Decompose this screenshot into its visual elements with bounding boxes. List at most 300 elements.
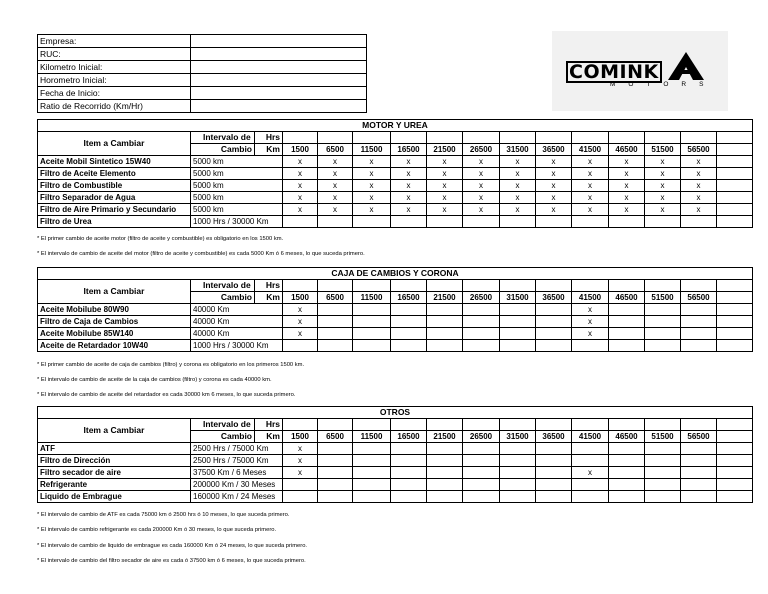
km-milestone-header: 16500: [391, 431, 427, 443]
item-column-header: Item a Cambiar: [38, 132, 191, 156]
empty-header-cell: [427, 419, 463, 431]
change-mark-cell: [283, 216, 318, 228]
change-mark-cell: [500, 328, 536, 340]
change-mark-cell: x: [318, 192, 353, 204]
section-note: * El intervalo de cambio del filtro secador de aire es cada ó 37500 km ó 6 meses, lo que suceda primero.: [37, 558, 306, 564]
header-field-label: Ratio de Recorrido (Km/Hr): [38, 100, 191, 113]
km-milestone-header: 56500: [681, 292, 717, 304]
change-mark-cell: [463, 467, 500, 479]
change-mark-cell: x: [681, 168, 717, 180]
item-row: [38, 467, 753, 479]
change-mark-cell: x: [645, 204, 681, 216]
km-milestone-header: 11500: [353, 431, 391, 443]
km-milestone-header: 41500: [572, 144, 609, 156]
section-note: * El intervalo de cambio de aceite del motor (filtro de aceite y combustible) es cada 5000 Km ó 6 meses, lo que suceda primero.: [37, 251, 365, 257]
change-mark-cell: [609, 316, 645, 328]
change-mark-cell: [427, 216, 463, 228]
change-mark-cell: x: [572, 168, 609, 180]
km-milestone-header: 16500: [391, 292, 427, 304]
change-mark-cell: x: [536, 156, 572, 168]
change-mark-cell: [353, 340, 391, 352]
empty-header-cell: [318, 280, 353, 292]
header-field-label: Kilometro Inicial:: [38, 61, 191, 74]
km-milestone-header: 51500: [645, 144, 681, 156]
change-mark-cell: [681, 316, 717, 328]
empty-cell: [717, 328, 753, 340]
item-name: Filtro de Caja de Cambios: [38, 316, 191, 328]
km-milestone-header: 46500: [609, 144, 645, 156]
empty-header-cell: [463, 280, 500, 292]
change-mark-cell: x: [318, 204, 353, 216]
km-column-header: Km: [255, 431, 283, 443]
change-mark-cell: x: [353, 192, 391, 204]
empty-header-cell: [572, 132, 609, 144]
change-mark-cell: [391, 304, 427, 316]
empty-header-cell: [717, 419, 753, 431]
change-mark-cell: x: [391, 156, 427, 168]
change-mark-cell: x: [353, 204, 391, 216]
change-mark-cell: [645, 304, 681, 316]
change-mark-cell: x: [283, 168, 318, 180]
empty-header-cell: [717, 132, 753, 144]
change-mark-cell: x: [572, 467, 609, 479]
empty-header-cell: [609, 132, 645, 144]
empty-cell: [717, 316, 753, 328]
section-table: [37, 406, 753, 503]
km-milestone-header: 36500: [536, 431, 572, 443]
item-interval: 37500 Km / 6 Meses: [191, 467, 283, 479]
interval-column-header-bottom: Cambio: [191, 144, 255, 156]
item-interval: 40000 Km: [191, 304, 283, 316]
change-mark-cell: [427, 479, 463, 491]
change-mark-cell: x: [283, 192, 318, 204]
header-field-label: Fecha de Inicio:: [38, 87, 191, 100]
change-mark-cell: [681, 443, 717, 455]
logo-triangle-icon: [668, 52, 704, 80]
change-mark-cell: x: [681, 156, 717, 168]
empty-cell: [717, 156, 753, 168]
change-mark-cell: [572, 491, 609, 503]
km-milestone-header: 21500: [427, 292, 463, 304]
empty-header-cell: [572, 419, 609, 431]
empty-cell: [717, 455, 753, 467]
empty-header-cell: [681, 280, 717, 292]
item-row: [38, 491, 753, 503]
item-name: Filtro de Aire Primario y Secundario: [38, 204, 191, 216]
km-milestone-header: 1500: [283, 431, 318, 443]
change-mark-cell: [353, 316, 391, 328]
section-title-row: [38, 120, 753, 132]
km-milestone-header: 26500: [463, 292, 500, 304]
km-milestone-header: 11500: [353, 144, 391, 156]
km-milestone-header: 26500: [463, 431, 500, 443]
empty-header-cell: [353, 280, 391, 292]
item-interval: 5000 km: [191, 180, 283, 192]
change-mark-cell: [427, 443, 463, 455]
change-mark-cell: [500, 455, 536, 467]
change-mark-cell: [391, 479, 427, 491]
item-interval: 200000 Km / 30 Meses: [191, 479, 283, 491]
change-mark-cell: x: [609, 180, 645, 192]
km-milestone-header: 16500: [391, 144, 427, 156]
header-field-value[interactable]: [191, 61, 367, 74]
section-table: [37, 267, 753, 352]
empty-header-cell: [391, 419, 427, 431]
change-mark-cell: x: [536, 204, 572, 216]
change-mark-cell: x: [609, 168, 645, 180]
km-column-header: Km: [255, 292, 283, 304]
change-mark-cell: [645, 443, 681, 455]
header-field-value[interactable]: [191, 48, 367, 61]
change-mark-cell: x: [572, 316, 609, 328]
header-field-value[interactable]: [191, 100, 367, 113]
item-name: Filtro secador de aire: [38, 467, 191, 479]
change-mark-cell: x: [283, 304, 318, 316]
hrs-column-header: Hrs: [255, 419, 283, 431]
change-mark-cell: [536, 491, 572, 503]
header-field-row: [38, 100, 367, 113]
header-field-row: [38, 74, 367, 87]
item-row: [38, 443, 753, 455]
change-mark-cell: [427, 340, 463, 352]
change-mark-cell: x: [463, 156, 500, 168]
change-mark-cell: [681, 216, 717, 228]
empty-header-cell: [717, 292, 753, 304]
change-mark-cell: x: [572, 156, 609, 168]
change-mark-cell: x: [500, 156, 536, 168]
change-mark-cell: [609, 328, 645, 340]
empty-header-cell: [463, 132, 500, 144]
change-mark-cell: [681, 328, 717, 340]
change-mark-cell: x: [318, 168, 353, 180]
change-mark-cell: x: [391, 168, 427, 180]
change-mark-cell: [500, 491, 536, 503]
km-milestone-header: 51500: [645, 431, 681, 443]
change-mark-cell: [500, 479, 536, 491]
change-mark-cell: [645, 316, 681, 328]
item-name: Liquido de Embrague: [38, 491, 191, 503]
item-interval: 1000 Hrs / 30000 Km: [191, 216, 283, 228]
change-mark-cell: [500, 316, 536, 328]
header-field-row: [38, 61, 367, 74]
change-mark-cell: x: [283, 180, 318, 192]
km-milestone-header: 21500: [427, 431, 463, 443]
item-interval: 2500 Hrs / 75000 Km: [191, 443, 283, 455]
km-milestone-header: 56500: [681, 144, 717, 156]
change-mark-cell: [645, 479, 681, 491]
km-milestone-header: 6500: [318, 431, 353, 443]
section-title: CAJA DE CAMBIOS Y CORONA: [38, 268, 753, 280]
change-mark-cell: x: [391, 204, 427, 216]
change-mark-cell: x: [463, 168, 500, 180]
empty-header-cell: [681, 419, 717, 431]
item-interval: 5000 km: [191, 168, 283, 180]
header-field-value[interactable]: [191, 74, 367, 87]
section-note: * El primer cambio de aceite motor (filtro de aceite y combustible) es obligatorio en los 1500 km.: [37, 236, 284, 242]
empty-cell: [717, 479, 753, 491]
item-column-header: Item a Cambiar: [38, 419, 191, 443]
item-name: Refrigerante: [38, 479, 191, 491]
change-mark-cell: [463, 491, 500, 503]
change-mark-cell: [318, 479, 353, 491]
empty-cell: [717, 192, 753, 204]
km-milestone-header: 31500: [500, 292, 536, 304]
item-row: [38, 192, 753, 204]
comink-motors-logo: [552, 31, 728, 111]
change-mark-cell: [318, 455, 353, 467]
logo-subtitle: MOTORS: [610, 81, 717, 88]
item-name: Filtro de Urea: [38, 216, 191, 228]
change-mark-cell: [500, 467, 536, 479]
change-mark-cell: x: [500, 204, 536, 216]
change-mark-cell: [463, 455, 500, 467]
header-field-label: Horometro Inicial:: [38, 74, 191, 87]
change-mark-cell: x: [283, 328, 318, 340]
change-mark-cell: [463, 340, 500, 352]
change-mark-cell: x: [427, 204, 463, 216]
interval-column-header: Intervalo de: [191, 280, 255, 292]
item-name: Filtro de Dirección: [38, 455, 191, 467]
header-field-label: Empresa:: [38, 35, 191, 48]
change-mark-cell: x: [283, 467, 318, 479]
section-title-row: [38, 268, 753, 280]
item-interval: 5000 km: [191, 192, 283, 204]
interval-column-header-bottom: Cambio: [191, 431, 255, 443]
change-mark-cell: x: [283, 443, 318, 455]
km-milestone-header: 51500: [645, 292, 681, 304]
header-field-row: [38, 35, 367, 48]
change-mark-cell: [463, 216, 500, 228]
change-mark-cell: x: [609, 192, 645, 204]
change-mark-cell: [353, 443, 391, 455]
change-mark-cell: [391, 328, 427, 340]
change-mark-cell: x: [500, 192, 536, 204]
km-milestone-header: 6500: [318, 292, 353, 304]
km-milestone-header: 41500: [572, 431, 609, 443]
change-mark-cell: [681, 304, 717, 316]
change-mark-cell: x: [572, 328, 609, 340]
item-row: [38, 479, 753, 491]
empty-cell: [717, 168, 753, 180]
empty-cell: [717, 180, 753, 192]
change-mark-cell: x: [645, 168, 681, 180]
item-column-header: Item a Cambiar: [38, 280, 191, 304]
change-mark-cell: x: [500, 180, 536, 192]
section-table: [37, 119, 753, 228]
km-milestone-header: 41500: [572, 292, 609, 304]
change-mark-cell: x: [427, 180, 463, 192]
change-mark-cell: [681, 467, 717, 479]
item-row: [38, 216, 753, 228]
empty-header-cell: [717, 280, 753, 292]
change-mark-cell: x: [572, 204, 609, 216]
empty-header-cell: [283, 132, 318, 144]
change-mark-cell: x: [353, 180, 391, 192]
km-milestone-header: 26500: [463, 144, 500, 156]
change-mark-cell: [391, 443, 427, 455]
change-mark-cell: [609, 216, 645, 228]
section-note: * El intervalo de cambio de aceite de la caja de cambios (filtro) y corona es cada 40000 km.: [37, 377, 272, 383]
header-field-row: [38, 87, 367, 100]
change-mark-cell: [681, 479, 717, 491]
change-mark-cell: [572, 479, 609, 491]
change-mark-cell: x: [427, 156, 463, 168]
change-mark-cell: [609, 491, 645, 503]
change-mark-cell: x: [283, 156, 318, 168]
section-title: OTROS: [38, 407, 753, 419]
km-milestone-header: 56500: [681, 431, 717, 443]
item-name: Aceite Mobilube 85W140: [38, 328, 191, 340]
column-header-row: [38, 280, 753, 292]
change-mark-cell: [353, 304, 391, 316]
change-mark-cell: [536, 479, 572, 491]
item-row: [38, 168, 753, 180]
change-mark-cell: x: [609, 204, 645, 216]
km-milestone-header: 31500: [500, 144, 536, 156]
section-title-row: [38, 407, 753, 419]
empty-cell: [717, 204, 753, 216]
km-milestone-header: 36500: [536, 144, 572, 156]
empty-header-cell: [536, 419, 572, 431]
change-mark-cell: [645, 467, 681, 479]
empty-header-cell: [717, 144, 753, 156]
change-mark-cell: [391, 491, 427, 503]
item-interval: 160000 Km / 24 Meses: [191, 491, 283, 503]
change-mark-cell: [427, 491, 463, 503]
empty-header-cell: [645, 132, 681, 144]
empty-header-cell: [318, 419, 353, 431]
km-milestone-header: 1500: [283, 144, 318, 156]
change-mark-cell: [463, 443, 500, 455]
change-mark-cell: x: [681, 180, 717, 192]
change-mark-cell: [353, 479, 391, 491]
column-header-row: [38, 419, 753, 431]
logo-wordmark: COMINK: [566, 61, 662, 83]
km-milestone-header: 31500: [500, 431, 536, 443]
change-mark-cell: [645, 328, 681, 340]
section-note: * El intervalo de cambio refrigerante es cada 200000 Km ó 30 meses, lo que suceda primero.: [37, 527, 277, 533]
header-field-value[interactable]: [191, 35, 367, 48]
change-mark-cell: [463, 328, 500, 340]
change-mark-cell: [353, 216, 391, 228]
change-mark-cell: [391, 340, 427, 352]
km-milestone-header: 6500: [318, 144, 353, 156]
change-mark-cell: [536, 455, 572, 467]
change-mark-cell: x: [536, 180, 572, 192]
change-mark-cell: x: [283, 455, 318, 467]
change-mark-cell: x: [645, 156, 681, 168]
change-mark-cell: x: [463, 180, 500, 192]
change-mark-cell: [283, 479, 318, 491]
change-mark-cell: [609, 340, 645, 352]
change-mark-cell: [536, 216, 572, 228]
change-mark-cell: [681, 455, 717, 467]
change-mark-cell: [391, 216, 427, 228]
empty-header-cell: [536, 132, 572, 144]
change-mark-cell: x: [572, 304, 609, 316]
change-mark-cell: [681, 340, 717, 352]
change-mark-cell: [318, 340, 353, 352]
change-mark-cell: x: [645, 180, 681, 192]
empty-header-cell: [681, 132, 717, 144]
header-field-value[interactable]: [191, 87, 367, 100]
change-mark-cell: [427, 304, 463, 316]
item-name: Aceite Mobil Sintetico 15W40: [38, 156, 191, 168]
change-mark-cell: [353, 455, 391, 467]
change-mark-cell: [500, 340, 536, 352]
item-interval: 1000 Hrs / 30000 Km: [191, 340, 283, 352]
empty-header-cell: [645, 280, 681, 292]
item-row: [38, 180, 753, 192]
change-mark-cell: [609, 479, 645, 491]
empty-header-cell: [572, 280, 609, 292]
change-mark-cell: x: [391, 192, 427, 204]
change-mark-cell: [572, 443, 609, 455]
section-note: * El primer cambio de aceite de caja de cambios (filtro) y corona es obligatorio en los primeros 1500 km.: [37, 362, 305, 368]
empty-cell: [717, 304, 753, 316]
change-mark-cell: [572, 216, 609, 228]
km-milestone-header: 46500: [609, 292, 645, 304]
change-mark-cell: [681, 491, 717, 503]
change-mark-cell: [572, 340, 609, 352]
change-mark-cell: [536, 340, 572, 352]
change-mark-cell: [609, 304, 645, 316]
empty-header-cell: [391, 132, 427, 144]
change-mark-cell: x: [463, 192, 500, 204]
change-mark-cell: x: [681, 204, 717, 216]
change-mark-cell: [427, 467, 463, 479]
empty-header-cell: [500, 132, 536, 144]
empty-header-cell: [283, 419, 318, 431]
change-mark-cell: x: [609, 156, 645, 168]
item-row: [38, 156, 753, 168]
hrs-column-header: Hrs: [255, 280, 283, 292]
item-row: [38, 316, 753, 328]
change-mark-cell: [283, 491, 318, 503]
change-mark-cell: x: [391, 180, 427, 192]
change-mark-cell: [318, 216, 353, 228]
change-mark-cell: x: [681, 192, 717, 204]
interval-column-header: Intervalo de: [191, 132, 255, 144]
change-mark-cell: [463, 479, 500, 491]
change-mark-cell: [572, 455, 609, 467]
change-mark-cell: [536, 443, 572, 455]
change-mark-cell: [645, 340, 681, 352]
empty-header-cell: [536, 280, 572, 292]
change-mark-cell: [609, 467, 645, 479]
change-mark-cell: [353, 328, 391, 340]
change-mark-cell: [391, 316, 427, 328]
item-row: [38, 204, 753, 216]
km-milestone-header: 21500: [427, 144, 463, 156]
header-info-table: [37, 34, 367, 113]
change-mark-cell: [463, 304, 500, 316]
change-mark-cell: [609, 455, 645, 467]
interval-column-header-bottom: Cambio: [191, 292, 255, 304]
empty-header-cell: [645, 419, 681, 431]
item-row: [38, 328, 753, 340]
section-note: * El intervalo de cambio de ATF es cada 75000 km ó 2500 hrs ó 10 meses, lo que suceda primero.: [37, 512, 290, 518]
item-row: [38, 304, 753, 316]
header-field-row: [38, 48, 367, 61]
km-milestone-header: 36500: [536, 292, 572, 304]
item-row: [38, 455, 753, 467]
change-mark-cell: [391, 455, 427, 467]
change-mark-cell: x: [283, 316, 318, 328]
empty-header-cell: [353, 132, 391, 144]
header-field-label: RUC:: [38, 48, 191, 61]
item-interval: 5000 km: [191, 204, 283, 216]
